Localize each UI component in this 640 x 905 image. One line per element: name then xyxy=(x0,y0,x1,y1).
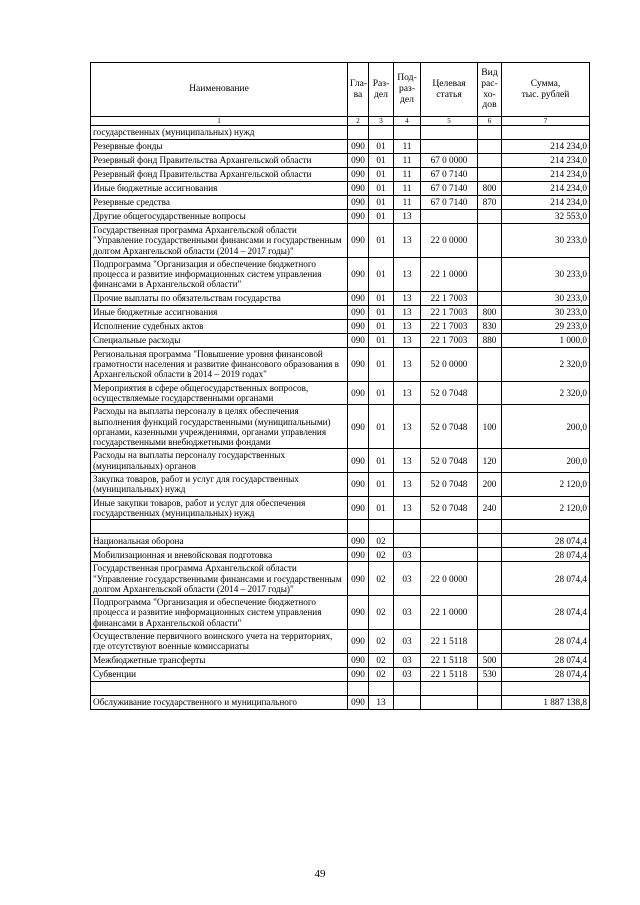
row-chapter: 090 xyxy=(348,319,369,333)
row-target-item: 22 1 7003 xyxy=(421,333,478,347)
row-expense-type: 500 xyxy=(478,653,502,667)
row-expense-type xyxy=(478,257,502,291)
header-target-item: Целевая статья xyxy=(421,63,478,117)
table-row xyxy=(91,496,590,520)
header-subsection: Под- раз- дел xyxy=(394,63,421,117)
row-section xyxy=(369,681,394,695)
table-row xyxy=(91,548,590,562)
row-chapter: 090 xyxy=(348,449,369,473)
row-expense-type: 200 xyxy=(478,473,502,497)
row-name: Иные бюджетные ассигнования xyxy=(91,182,348,196)
row-amount: 214 234,0 xyxy=(502,154,590,168)
row-subsection: 13 xyxy=(394,224,421,258)
row-subsection: 03 xyxy=(394,596,421,630)
row-subsection: 13 xyxy=(394,347,421,381)
row-subsection: 13 xyxy=(394,473,421,497)
row-expense-type xyxy=(478,140,502,154)
table-row xyxy=(91,126,590,140)
row-chapter: 090 xyxy=(348,596,369,630)
row-name: Национальная оборона xyxy=(91,534,348,548)
row-target-item: 52 0 0000 xyxy=(421,347,478,381)
row-expense-type: 120 xyxy=(478,449,502,473)
row-section: 01 xyxy=(369,305,394,319)
row-chapter: 090 xyxy=(348,291,369,305)
row-amount: 32 553,0 xyxy=(502,210,590,224)
row-name: Резервные средства xyxy=(91,196,348,210)
row-name: Мобилизационная и вневойсковая подготовка xyxy=(91,548,348,562)
row-section: 01 xyxy=(369,291,394,305)
table-row xyxy=(91,562,590,596)
row-subsection: 03 xyxy=(394,653,421,667)
row-section: 01 xyxy=(369,154,394,168)
table-row xyxy=(91,630,590,654)
row-target-item: 22 1 7003 xyxy=(421,319,478,333)
row-section: 01 xyxy=(369,473,394,497)
row-expense-type: 870 xyxy=(478,196,502,210)
column-number: 3 xyxy=(369,117,394,126)
row-subsection: 13 xyxy=(394,305,421,319)
row-chapter: 090 xyxy=(348,630,369,654)
row-chapter: 090 xyxy=(348,381,369,405)
row-amount: 214 234,0 xyxy=(502,182,590,196)
row-subsection: 13 xyxy=(394,210,421,224)
row-target-item: 52 0 7048 xyxy=(421,405,478,449)
row-chapter: 090 xyxy=(348,667,369,681)
column-number: 5 xyxy=(421,117,478,126)
header-chapter: Гла- ва xyxy=(348,63,369,117)
table-row xyxy=(91,473,590,497)
row-name: Субвенции xyxy=(91,667,348,681)
table-row xyxy=(91,196,590,210)
row-expense-type xyxy=(478,562,502,596)
row-chapter: 090 xyxy=(348,257,369,291)
column-number: 2 xyxy=(348,117,369,126)
row-target-item xyxy=(421,534,478,548)
row-expense-type xyxy=(478,154,502,168)
row-section: 01 xyxy=(369,140,394,154)
row-amount: 2 320,0 xyxy=(502,381,590,405)
row-amount: 214 234,0 xyxy=(502,196,590,210)
column-number: 7 xyxy=(502,117,590,126)
row-chapter: 090 xyxy=(348,534,369,548)
row-section: 01 xyxy=(369,168,394,182)
row-target-item xyxy=(421,695,478,709)
table-row xyxy=(91,653,590,667)
table-row xyxy=(91,319,590,333)
row-section: 01 xyxy=(369,333,394,347)
row-expense-type: 880 xyxy=(478,333,502,347)
row-name: Государственная программа Архангельской области "Управление государственными финансами и государственным долгом Архангельской области (2014 – 2017 годы)" xyxy=(91,224,348,258)
row-subsection: 11 xyxy=(394,140,421,154)
row-amount xyxy=(502,126,590,140)
row-name: Прочие выплаты по обязательствам государства xyxy=(91,291,348,305)
row-section: 01 xyxy=(369,257,394,291)
table-row xyxy=(91,681,590,695)
budget-table xyxy=(90,62,590,710)
row-target-item xyxy=(421,681,478,695)
row-section: 02 xyxy=(369,653,394,667)
row-amount: 28 074,4 xyxy=(502,596,590,630)
row-subsection: 13 xyxy=(394,291,421,305)
table-row xyxy=(91,405,590,449)
row-amount xyxy=(502,681,590,695)
row-chapter: 090 xyxy=(348,182,369,196)
table-row xyxy=(91,224,590,258)
row-section: 02 xyxy=(369,596,394,630)
row-subsection xyxy=(394,534,421,548)
row-name xyxy=(91,520,348,534)
row-section: 01 xyxy=(369,224,394,258)
row-expense-type xyxy=(478,520,502,534)
row-chapter: 090 xyxy=(348,405,369,449)
row-amount: 28 074,4 xyxy=(502,562,590,596)
header-expense-type: Вид рас- хо- дов xyxy=(478,63,502,117)
row-name: Другие общегосударственные вопросы xyxy=(91,210,348,224)
row-expense-type: 830 xyxy=(478,319,502,333)
row-target-item: 22 0 0000 xyxy=(421,562,478,596)
table-row xyxy=(91,667,590,681)
row-expense-type: 100 xyxy=(478,405,502,449)
row-target-item xyxy=(421,548,478,562)
row-chapter xyxy=(348,520,369,534)
row-chapter xyxy=(348,681,369,695)
row-target-item: 22 1 7003 xyxy=(421,305,478,319)
row-target-item: 67 0 0000 xyxy=(421,154,478,168)
row-section: 13 xyxy=(369,695,394,709)
table-row xyxy=(91,168,590,182)
row-subsection: 13 xyxy=(394,319,421,333)
row-target-item: 22 1 0000 xyxy=(421,596,478,630)
row-section: 01 xyxy=(369,449,394,473)
row-section: 01 xyxy=(369,405,394,449)
row-subsection: 11 xyxy=(394,182,421,196)
row-section: 02 xyxy=(369,548,394,562)
row-name: Обслуживание государственного и муниципального xyxy=(91,695,348,709)
row-amount: 214 234,0 xyxy=(502,168,590,182)
row-subsection: 11 xyxy=(394,168,421,182)
row-amount: 30 233,0 xyxy=(502,305,590,319)
row-name: Резервный фонд Правительства Архангельской области xyxy=(91,168,348,182)
row-subsection: 11 xyxy=(394,154,421,168)
row-subsection xyxy=(394,520,421,534)
header-section: Раз- дел xyxy=(369,63,394,117)
row-expense-type: 800 xyxy=(478,305,502,319)
row-name: Расходы на выплаты персоналу в целях обеспечения выполнения функций государственными (муниципальными) органами, казенными учреждениями, органами управления государственными внебюджетными фондами xyxy=(91,405,348,449)
table-row xyxy=(91,182,590,196)
row-name: Межбюджетные трансферты xyxy=(91,653,348,667)
row-chapter: 090 xyxy=(348,196,369,210)
row-expense-type: 800 xyxy=(478,182,502,196)
row-target-item: 52 0 7048 xyxy=(421,496,478,520)
row-chapter xyxy=(348,126,369,140)
row-expense-type xyxy=(478,548,502,562)
table-row xyxy=(91,534,590,548)
row-amount: 2 320,0 xyxy=(502,347,590,381)
row-name: Иные бюджетные ассигнования xyxy=(91,305,348,319)
row-subsection: 13 xyxy=(394,381,421,405)
row-subsection: 03 xyxy=(394,562,421,596)
row-amount: 28 074,4 xyxy=(502,630,590,654)
row-expense-type xyxy=(478,168,502,182)
row-expense-type xyxy=(478,630,502,654)
row-expense-type xyxy=(478,695,502,709)
header-name: Наименование xyxy=(91,63,348,117)
row-target-item: 52 0 7048 xyxy=(421,473,478,497)
table-row xyxy=(91,520,590,534)
row-target-item: 22 1 5118 xyxy=(421,630,478,654)
row-section: 01 xyxy=(369,319,394,333)
row-amount: 200,0 xyxy=(502,449,590,473)
row-name: Региональная программа "Повышение уровня финансовой грамотности населения и развитие финансового образования в Архангельской области в 2014 – 2019 годах" xyxy=(91,347,348,381)
row-subsection: 13 xyxy=(394,449,421,473)
column-number-row xyxy=(91,117,590,126)
row-target-item xyxy=(421,126,478,140)
row-subsection: 11 xyxy=(394,196,421,210)
row-chapter: 090 xyxy=(348,305,369,319)
row-name xyxy=(91,681,348,695)
row-chapter: 090 xyxy=(348,562,369,596)
row-section: 01 xyxy=(369,347,394,381)
row-section: 01 xyxy=(369,496,394,520)
row-section: 01 xyxy=(369,196,394,210)
row-name: Резервные фонды xyxy=(91,140,348,154)
row-target-item: 67 0 7140 xyxy=(421,182,478,196)
table-row xyxy=(91,695,590,709)
row-subsection: 13 xyxy=(394,257,421,291)
row-amount: 200,0 xyxy=(502,405,590,449)
row-amount: 28 074,4 xyxy=(502,667,590,681)
row-amount: 28 074,4 xyxy=(502,534,590,548)
row-amount: 2 120,0 xyxy=(502,496,590,520)
row-name: Подпрограмма "Организация и обеспечение бюджетного процесса и развитие информационных систем управления финансами в Архангельской области" xyxy=(91,596,348,630)
table-row xyxy=(91,596,590,630)
row-name: Резервный фонд Правительства Архангельской области xyxy=(91,154,348,168)
row-subsection: 13 xyxy=(394,405,421,449)
row-section: 01 xyxy=(369,182,394,196)
row-amount: 30 233,0 xyxy=(502,291,590,305)
row-section: 01 xyxy=(369,210,394,224)
row-expense-type xyxy=(478,224,502,258)
row-chapter: 090 xyxy=(348,548,369,562)
table-row xyxy=(91,140,590,154)
table-body xyxy=(91,126,590,710)
column-number: 1 xyxy=(91,117,348,126)
table-row xyxy=(91,333,590,347)
row-expense-type xyxy=(478,291,502,305)
row-subsection: 13 xyxy=(394,496,421,520)
row-target-item xyxy=(421,210,478,224)
row-expense-type xyxy=(478,126,502,140)
row-subsection: 03 xyxy=(394,548,421,562)
row-expense-type xyxy=(478,596,502,630)
table-row xyxy=(91,381,590,405)
row-target-item: 22 1 0000 xyxy=(421,257,478,291)
row-target-item: 22 0 0000 xyxy=(421,224,478,258)
row-subsection xyxy=(394,695,421,709)
table-row xyxy=(91,347,590,381)
row-section: 02 xyxy=(369,534,394,548)
row-section: 01 xyxy=(369,381,394,405)
row-name: Государственная программа Архангельской области "Управление государственными финансами и государственным долгом Архангельской области (2014 – 2017 годы)" xyxy=(91,562,348,596)
row-chapter: 090 xyxy=(348,347,369,381)
row-name: Мероприятия в сфере общегосударственных вопросов, осуществляемые государственными органами xyxy=(91,381,348,405)
row-expense-type xyxy=(478,347,502,381)
row-expense-type xyxy=(478,381,502,405)
row-expense-type: 530 xyxy=(478,667,502,681)
row-target-item: 22 1 5118 xyxy=(421,653,478,667)
row-amount: 29 233,0 xyxy=(502,319,590,333)
page-number: 49 xyxy=(314,868,326,880)
row-section: 02 xyxy=(369,667,394,681)
row-chapter: 090 xyxy=(348,224,369,258)
row-name: Закупка товаров, работ и услуг для государственных (муниципальных) нужд xyxy=(91,473,348,497)
row-section: 02 xyxy=(369,630,394,654)
row-chapter: 090 xyxy=(348,140,369,154)
row-chapter: 090 xyxy=(348,695,369,709)
row-chapter: 090 xyxy=(348,168,369,182)
table-row xyxy=(91,154,590,168)
row-target-item: 22 1 7003 xyxy=(421,291,478,305)
row-chapter: 090 xyxy=(348,473,369,497)
row-target-item: 52 0 7048 xyxy=(421,381,478,405)
row-expense-type xyxy=(478,681,502,695)
table-row xyxy=(91,449,590,473)
row-amount: 30 233,0 xyxy=(502,257,590,291)
row-chapter: 090 xyxy=(348,154,369,168)
row-amount: 214 234,0 xyxy=(502,140,590,154)
column-number: 6 xyxy=(478,117,502,126)
row-expense-type: 240 xyxy=(478,496,502,520)
row-target-item xyxy=(421,520,478,534)
row-amount xyxy=(502,520,590,534)
row-subsection xyxy=(394,681,421,695)
row-amount: 2 120,0 xyxy=(502,473,590,497)
column-number: 4 xyxy=(394,117,421,126)
row-amount: 30 233,0 xyxy=(502,224,590,258)
row-chapter: 090 xyxy=(348,210,369,224)
table-row xyxy=(91,257,590,291)
row-section: 02 xyxy=(369,562,394,596)
row-subsection xyxy=(394,126,421,140)
table-row xyxy=(91,210,590,224)
table-row xyxy=(91,291,590,305)
row-name: государственных (муниципальных) нужд xyxy=(91,126,348,140)
header-amount: Сумма, тыс. рублей xyxy=(502,63,590,117)
row-amount: 28 074,4 xyxy=(502,653,590,667)
row-target-item xyxy=(421,140,478,154)
row-target-item: 22 1 5118 xyxy=(421,667,478,681)
row-section xyxy=(369,126,394,140)
row-name: Расходы на выплаты персоналу государственных (муниципальных) органов xyxy=(91,449,348,473)
row-name: Специальные расходы xyxy=(91,333,348,347)
row-chapter: 090 xyxy=(348,653,369,667)
row-section xyxy=(369,520,394,534)
row-chapter: 090 xyxy=(348,333,369,347)
row-chapter: 090 xyxy=(348,496,369,520)
row-amount: 1 000,0 xyxy=(502,333,590,347)
row-name: Исполнение судебных актов xyxy=(91,319,348,333)
row-name: Иные закупки товаров, работ и услуг для обеспечения государственных (муниципальных) нужд xyxy=(91,496,348,520)
row-subsection: 03 xyxy=(394,667,421,681)
table-row xyxy=(91,305,590,319)
row-subsection: 13 xyxy=(394,333,421,347)
row-amount: 28 074,4 xyxy=(502,548,590,562)
row-expense-type xyxy=(478,534,502,548)
row-name: Подпрограмма "Организация и обеспечение бюджетного процесса и развитие информационных систем управления финансами в Архангельской области" xyxy=(91,257,348,291)
row-expense-type xyxy=(478,210,502,224)
row-target-item: 52 0 7048 xyxy=(421,449,478,473)
row-subsection: 03 xyxy=(394,630,421,654)
row-amount: 1 887 138,8 xyxy=(502,695,590,709)
table-header-row xyxy=(91,63,590,117)
row-target-item: 67 0 7140 xyxy=(421,168,478,182)
row-target-item: 67 0 7140 xyxy=(421,196,478,210)
row-name: Осуществление первичного воинского учета на территориях, где отсутствуют военные комиссариаты xyxy=(91,630,348,654)
